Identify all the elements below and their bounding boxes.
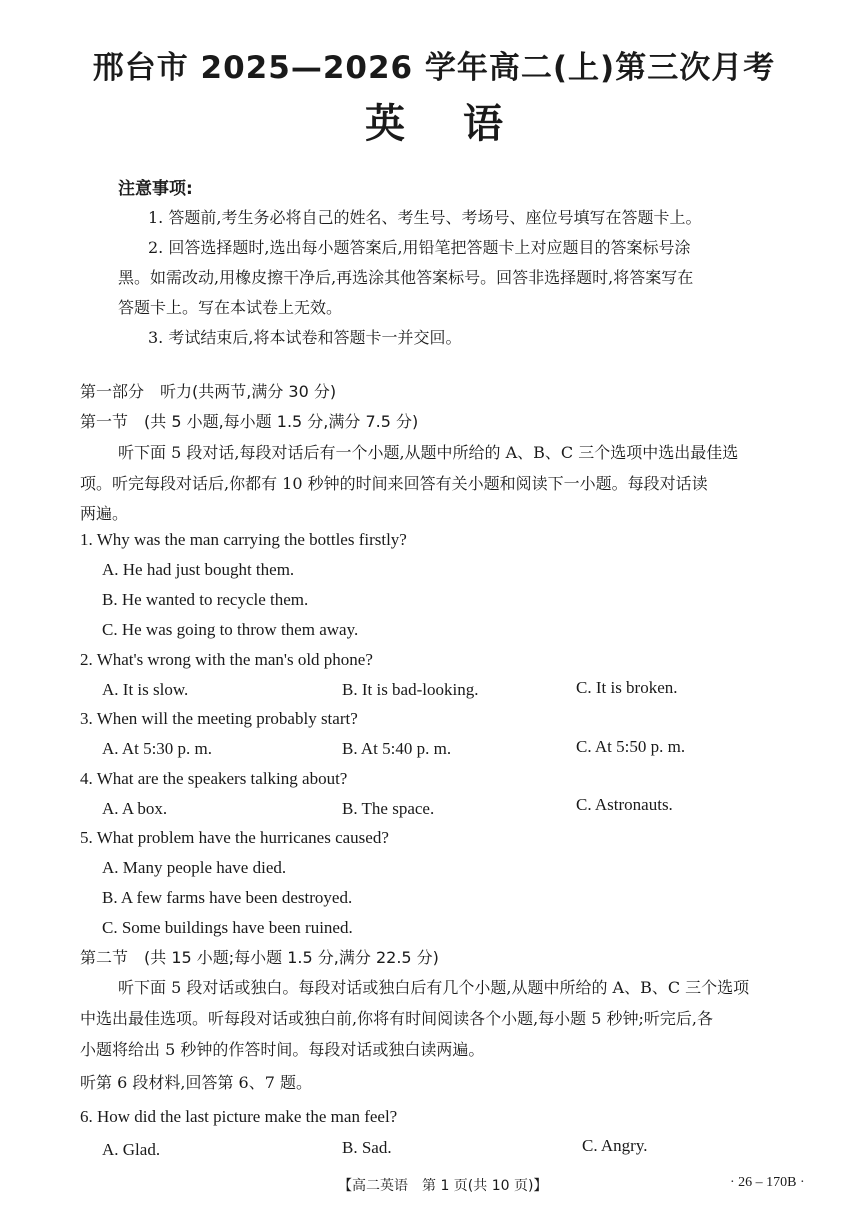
question-stem: 4. What are the speakers talking about? (80, 769, 348, 788)
section2-instruction: 小题将给出 5 秒钟的作答时间。每段对话或独白读两遍。 (80, 1040, 485, 1059)
option-a: A. Many people have died. (102, 858, 287, 877)
question-stem: 3. When will the meeting probably start? (80, 709, 358, 728)
section1-instruction: 项。听完每段对话后,你都有 10 秒钟的时间来回答有关小题和阅读下一小题。每段对话读 (80, 474, 708, 493)
section1-heading: 第一节 (共 5 小题,每小题 1.5 分,满分 7.5 分) (80, 412, 419, 431)
option-c: C. Angry. (582, 1136, 648, 1155)
option-a: A. Glad. (102, 1140, 161, 1159)
option-b: B. He wanted to recycle them. (102, 590, 309, 609)
notice-line: 答题卡上。写在本试卷上无效。 (118, 298, 343, 317)
question-stem: 2. What's wrong with the man's old phone? (80, 650, 373, 669)
part1-heading: 第一部分 听力(共两节,满分 30 分) (80, 382, 337, 401)
material-note: 听第 6 段材料,回答第 6、7 题。 (80, 1073, 312, 1092)
notice-heading: 注意事项: (118, 179, 193, 199)
section1-instruction: 两遍。 (80, 504, 129, 523)
option-b: B. Sad. (342, 1138, 392, 1157)
option-a: A. He had just bought them. (102, 560, 295, 579)
option-b: B. At 5:40 p. m. (342, 739, 452, 758)
option-c: C. Astronauts. (576, 795, 673, 814)
notice-line: 黑。如需改动,用橡皮擦干净后,再选涂其他答案标号。回答非选择题时,将答案写在 (118, 268, 694, 287)
notice-line: 3. 考试结束后,将本试卷和答题卡一并交回。 (148, 328, 462, 347)
subject-title: 英语 (365, 101, 561, 147)
section2-heading: 第二节 (共 15 小题;每小题 1.5 分,满分 22.5 分) (80, 948, 439, 967)
section1-instruction: 听下面 5 段对话,每段对话后有一个小题,从题中所给的 A、B、C 三个选项中选出最佳选 (118, 443, 739, 462)
option-b: B. It is bad-looking. (342, 680, 479, 699)
option-c: C. At 5:50 p. m. (576, 737, 686, 756)
option-c: C. It is broken. (576, 678, 678, 697)
question-stem: 1. Why was the man carrying the bottles firstly? (80, 530, 407, 549)
option-b: B. A few farms have been destroyed. (102, 888, 353, 907)
question-stem: 6. How did the last picture make the man feel? (80, 1107, 398, 1126)
page-footer: 【高二英语 第 1 页(共 10 页)】 (338, 1178, 548, 1194)
option-b: B. The space. (342, 799, 435, 818)
section2-instruction: 中选出最佳选项。听每段对话或独白前,你将有时间阅读各个小题,每小题 5 秒钟;听完后,各 (80, 1009, 714, 1028)
exam-title: 邢台市 2025—2026 学年高二(上)第三次月考 (92, 50, 776, 86)
notice-line: 1. 答题前,考生务必将自己的姓名、考生号、考场号、座位号填写在答题卡上。 (148, 208, 702, 227)
notice-line: 2. 回答选择题时,选出每小题答案后,用铅笔把答题卡上对应题目的答案标号涂 (148, 238, 691, 257)
option-c: C. He was going to throw them away. (102, 620, 359, 639)
exam-code: · 26 – 170B · (730, 1175, 805, 1190)
section2-instruction: 听下面 5 段对话或独白。每段对话或独白后有几个小题,从题中所给的 A、B、C 三个选项 (118, 978, 750, 997)
option-a: A. At 5:30 p. m. (102, 739, 213, 758)
option-c: C. Some buildings have been ruined. (102, 918, 353, 937)
question-stem: 5. What problem have the hurricanes caused? (80, 828, 389, 847)
option-a: A. A box. (102, 799, 168, 818)
option-a: A. It is slow. (102, 680, 189, 699)
